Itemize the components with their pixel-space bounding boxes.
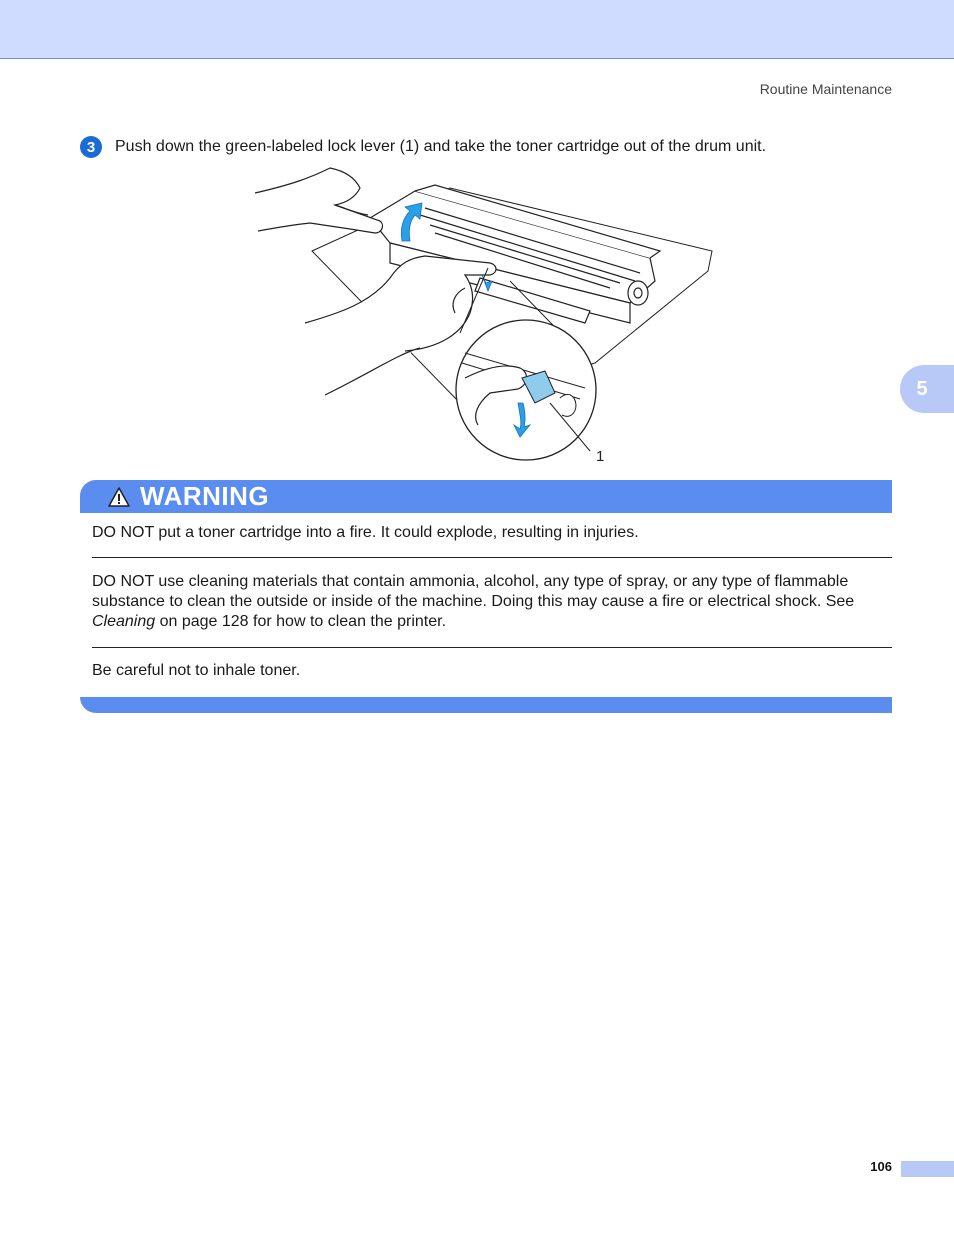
chapter-number: 5 [916,377,928,400]
warning-item-2-text: DO NOT use cleaning materials that contain ammonia, alcohol, any type of spray, or any type of flammable substance to clean the outside or inside of the machine. Doing this may cause a fire or electrical shock. See [92,573,855,610]
warning-item-3: Be careful not to inhale toner. [92,662,301,679]
upper-hand [255,168,382,233]
warning-item-2-tail: on page 128 for how to clean the printer. [155,613,447,630]
callout-label-1: 1 [596,448,605,465]
page-number: 106 [870,1159,892,1174]
warning-divider-2 [92,647,892,648]
cleaning-reference: Cleaning [92,613,156,630]
detail-magnifier [456,320,596,460]
step-instruction: Push down the green-labeled lock lever (1) and take the toner cartridge out of the drum unit. [115,138,767,155]
warning-divider-1 [92,557,892,558]
running-head: Routine Maintenance [759,81,892,97]
warning-triangle-icon [108,487,130,507]
chapter-tab [900,365,954,413]
warning-header [80,480,892,513]
warning-title: WARNING [140,481,270,511]
warning-item-2 [92,572,892,632]
page-number-bar [901,1161,954,1177]
warning-footer [80,697,892,713]
top-band [0,0,954,59]
step-3 [80,136,900,158]
warning-item-1: DO NOT put a toner cartridge into a fire. It could explode, resulting in injuries. [92,524,639,541]
toner-removal-illustration [250,163,720,468]
step-number-badge: 3 [80,136,102,158]
